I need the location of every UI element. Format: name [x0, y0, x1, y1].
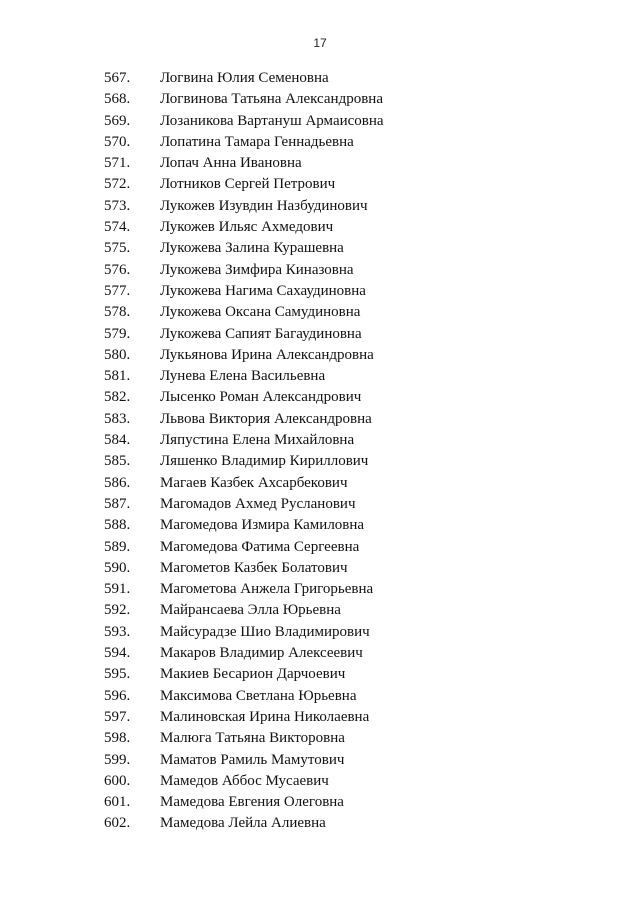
list-item: [0, 430, 640, 451]
list-item: [0, 409, 640, 430]
entry-name: Магомедова Фатима Сергеевна: [160, 538, 360, 555]
entry-name: Лукожева Оксана Самудиновна: [160, 304, 361, 321]
entry-number: 568.: [104, 91, 131, 108]
list-item: [0, 68, 640, 89]
list-item: [0, 643, 640, 664]
entry-number: 581.: [104, 368, 131, 385]
entry-name: Лукожева Сапият Багаудиновна: [160, 325, 362, 342]
list-item: [0, 111, 640, 132]
list-item: [0, 345, 640, 366]
entry-name: Мамедов Аббос Мусаевич: [160, 772, 329, 789]
entry-number: 586.: [104, 474, 131, 491]
list-item: [0, 89, 640, 110]
entry-number: 595.: [104, 666, 131, 683]
entry-number: 567.: [104, 70, 131, 86]
entry-name: Ляшенко Владимир Кириллович: [160, 453, 369, 470]
entry-name: Логвинова Татьяна Александровна: [160, 91, 383, 108]
entry-name: Лунева Елена Васильевна: [160, 368, 326, 385]
entry-name: Майрансаева Элла Юрьевна: [160, 602, 341, 619]
entry-name: Максимова Светлана Юрьевна: [160, 687, 357, 704]
entry-name: Лысенко Роман Александрович: [160, 389, 362, 406]
entry-number: 601.: [104, 794, 131, 811]
entry-name: Магаев Казбек Ахсарбекович: [160, 474, 348, 491]
list-item: [0, 813, 640, 834]
list-item: [0, 174, 640, 195]
entry-name: Лукожев Ильяс Ахмедович: [160, 219, 334, 236]
list-item: [0, 558, 640, 579]
list-item: [0, 515, 640, 536]
list-item: [0, 153, 640, 174]
entry-number: 600.: [104, 772, 131, 789]
entry-number: 576.: [104, 261, 131, 278]
entry-number: 598.: [104, 730, 131, 747]
list-item: [0, 792, 640, 813]
entry-name: Ляпустина Елена Михайловна: [160, 432, 355, 449]
entry-number: 572.: [104, 176, 131, 193]
list-item: [0, 473, 640, 494]
entry-number: 594.: [104, 645, 131, 662]
entry-number: 569.: [104, 112, 131, 129]
entry-number: 577.: [104, 282, 131, 299]
entry-name: Лотников Сергей Петрович: [160, 176, 336, 193]
entry-number: 599.: [104, 751, 131, 768]
list-item: [0, 728, 640, 749]
entry-name: Маматов Рамиль Мамутович: [160, 751, 345, 768]
entry-number: 587.: [104, 495, 131, 512]
entry-name: Магометова Анжела Григорьевна: [160, 581, 374, 598]
entry-number: 571.: [104, 155, 131, 172]
list-item: [0, 750, 640, 771]
entry-number: 583.: [104, 410, 131, 427]
entry-number: 579.: [104, 325, 131, 342]
entry-number: 593.: [104, 623, 131, 640]
entry-number: 574.: [104, 219, 131, 236]
entry-number: 589.: [104, 538, 131, 555]
list-item: [0, 451, 640, 472]
list-item: [0, 707, 640, 728]
list-item: [0, 302, 640, 323]
list-item: [0, 771, 640, 792]
entry-name: Майсурадзе Шио Владимирович: [160, 623, 370, 640]
entry-name: Лопатина Тамара Геннадьевна: [160, 133, 354, 150]
entry-name: Малюга Татьяна Викторовна: [160, 730, 345, 747]
entry-number: 602.: [104, 815, 131, 832]
entry-name: Магометов Казбек Болатович: [160, 559, 348, 576]
entry-name: Макиев Бесарион Дарчоевич: [160, 666, 346, 683]
list-item: [0, 622, 640, 643]
entry-name: Львова Виктория Александровна: [160, 410, 372, 427]
list-item: [0, 494, 640, 515]
entry-number: 573.: [104, 197, 131, 214]
entry-name: Лукожева Нагима Сахаудиновна: [160, 282, 366, 299]
entry-number: 592.: [104, 602, 131, 619]
list-item: [0, 387, 640, 408]
entry-number: 575.: [104, 240, 131, 257]
list-item: [0, 537, 640, 558]
list-item: [0, 281, 640, 302]
list-item: [0, 579, 640, 600]
entry-number: 588.: [104, 517, 131, 534]
list-item: [0, 686, 640, 707]
entry-name: Малиновская Ирина Николаевна: [160, 708, 370, 725]
entry-name: Лукожева Зимфира Киназовна: [160, 261, 354, 278]
entry-name: Лозаникова Вартануш Армаисовна: [160, 112, 384, 129]
name-list: [0, 68, 640, 835]
list-item: [0, 238, 640, 259]
entry-number: 597.: [104, 708, 131, 725]
list-item: [0, 132, 640, 153]
page-number: 17: [313, 36, 327, 50]
entry-name: Мамедова Евгения Олеговна: [160, 794, 344, 811]
list-item: [0, 664, 640, 685]
entry-number: 570.: [104, 133, 131, 150]
list-item: [0, 600, 640, 621]
list-item: [0, 196, 640, 217]
entry-number: 580.: [104, 346, 131, 363]
entry-number: 584.: [104, 432, 131, 449]
list-item: [0, 366, 640, 387]
entry-number: 590.: [104, 559, 131, 576]
entry-name: Лукожев Изувдин Назбудинович: [160, 197, 368, 214]
entry-name: Магомадов Ахмед Русланович: [160, 495, 356, 512]
list-item: [0, 324, 640, 345]
list-item: [0, 217, 640, 238]
entry-name: Логвина Юлия Семеновна: [160, 70, 329, 86]
entry-number: 596.: [104, 687, 131, 704]
entry-name: Макаров Владимир Алексеевич: [160, 645, 363, 662]
entry-name: Лопач Анна Ивановна: [160, 155, 302, 172]
entry-number: 578.: [104, 304, 131, 321]
entry-name: Лукожева Залина Курашевна: [160, 240, 344, 257]
entry-number: 582.: [104, 389, 131, 406]
entry-name: Магомедова Измира Камиловна: [160, 517, 365, 534]
entry-name: Лукьянова Ирина Александровна: [160, 346, 374, 363]
entry-name: Мамедова Лейла Алиевна: [160, 815, 326, 832]
entry-number: 585.: [104, 453, 131, 470]
list-item: [0, 260, 640, 281]
entry-number: 591.: [104, 581, 131, 598]
